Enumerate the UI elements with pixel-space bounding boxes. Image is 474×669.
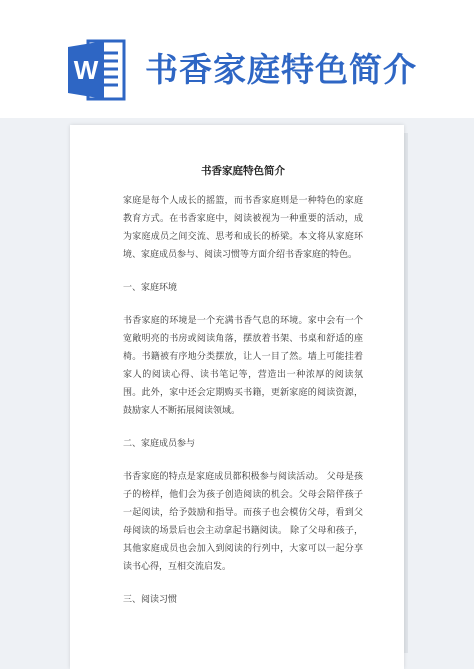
- section-heading: 三、阅读习惯: [123, 595, 178, 605]
- intro-paragraph: 家庭是每个人成长的摇篮，而书香家庭则是一种特色的家庭教育方式。在书香家庭中，阅读被视为一种重要的活动，成为家庭成员之间交流、思考和成长的桥梁。本文将从家庭环境、家庭成员参与、阅读习惯等方面介绍书香家庭的特色。: [123, 196, 363, 260]
- section-paragraph: 书香家庭的特点是家庭成员都积极参与阅读活动。 父母是孩子的榜样，他们会为孩子创造阅读的机会。父母会陪伴孩子一起阅读，给予鼓励和指导。而孩子也会模仿父母，看到父母阅读的场景后也会主动拿起书籍阅读。 除了父母和孩子，其他家庭成员也会加入到阅读的行列中，大家可以一起分享读书心得，互相交流启发。: [123, 472, 363, 572]
- section-heading: 二、家庭成员参与: [123, 439, 196, 449]
- section-paragraph: 书香家庭的环境是一个充满书香气息的环境。家中会有一个宽敞明亮的书房或阅读角落，摆放着书架、书桌和舒适的座椅。书籍被有序地分类摆放，让人一目了然。墙上可能挂着家人的阅读心得、读书笔记等，营造出一种浓厚的阅读氛围。此外，家中还会定期购买书籍，更新家庭的阅读资源，鼓励家人不断拓展阅读领域。: [123, 316, 363, 416]
- document-body: [123, 163, 363, 624]
- section-heading: 一、家庭环境: [123, 283, 178, 293]
- word-document-icon: [68, 39, 126, 101]
- word-logo-letter: W: [73, 55, 99, 85]
- document-title: 书香家庭特色简介: [201, 165, 285, 177]
- banner-title: 书香家庭特色简介: [145, 50, 417, 89]
- banner: [0, 0, 474, 118]
